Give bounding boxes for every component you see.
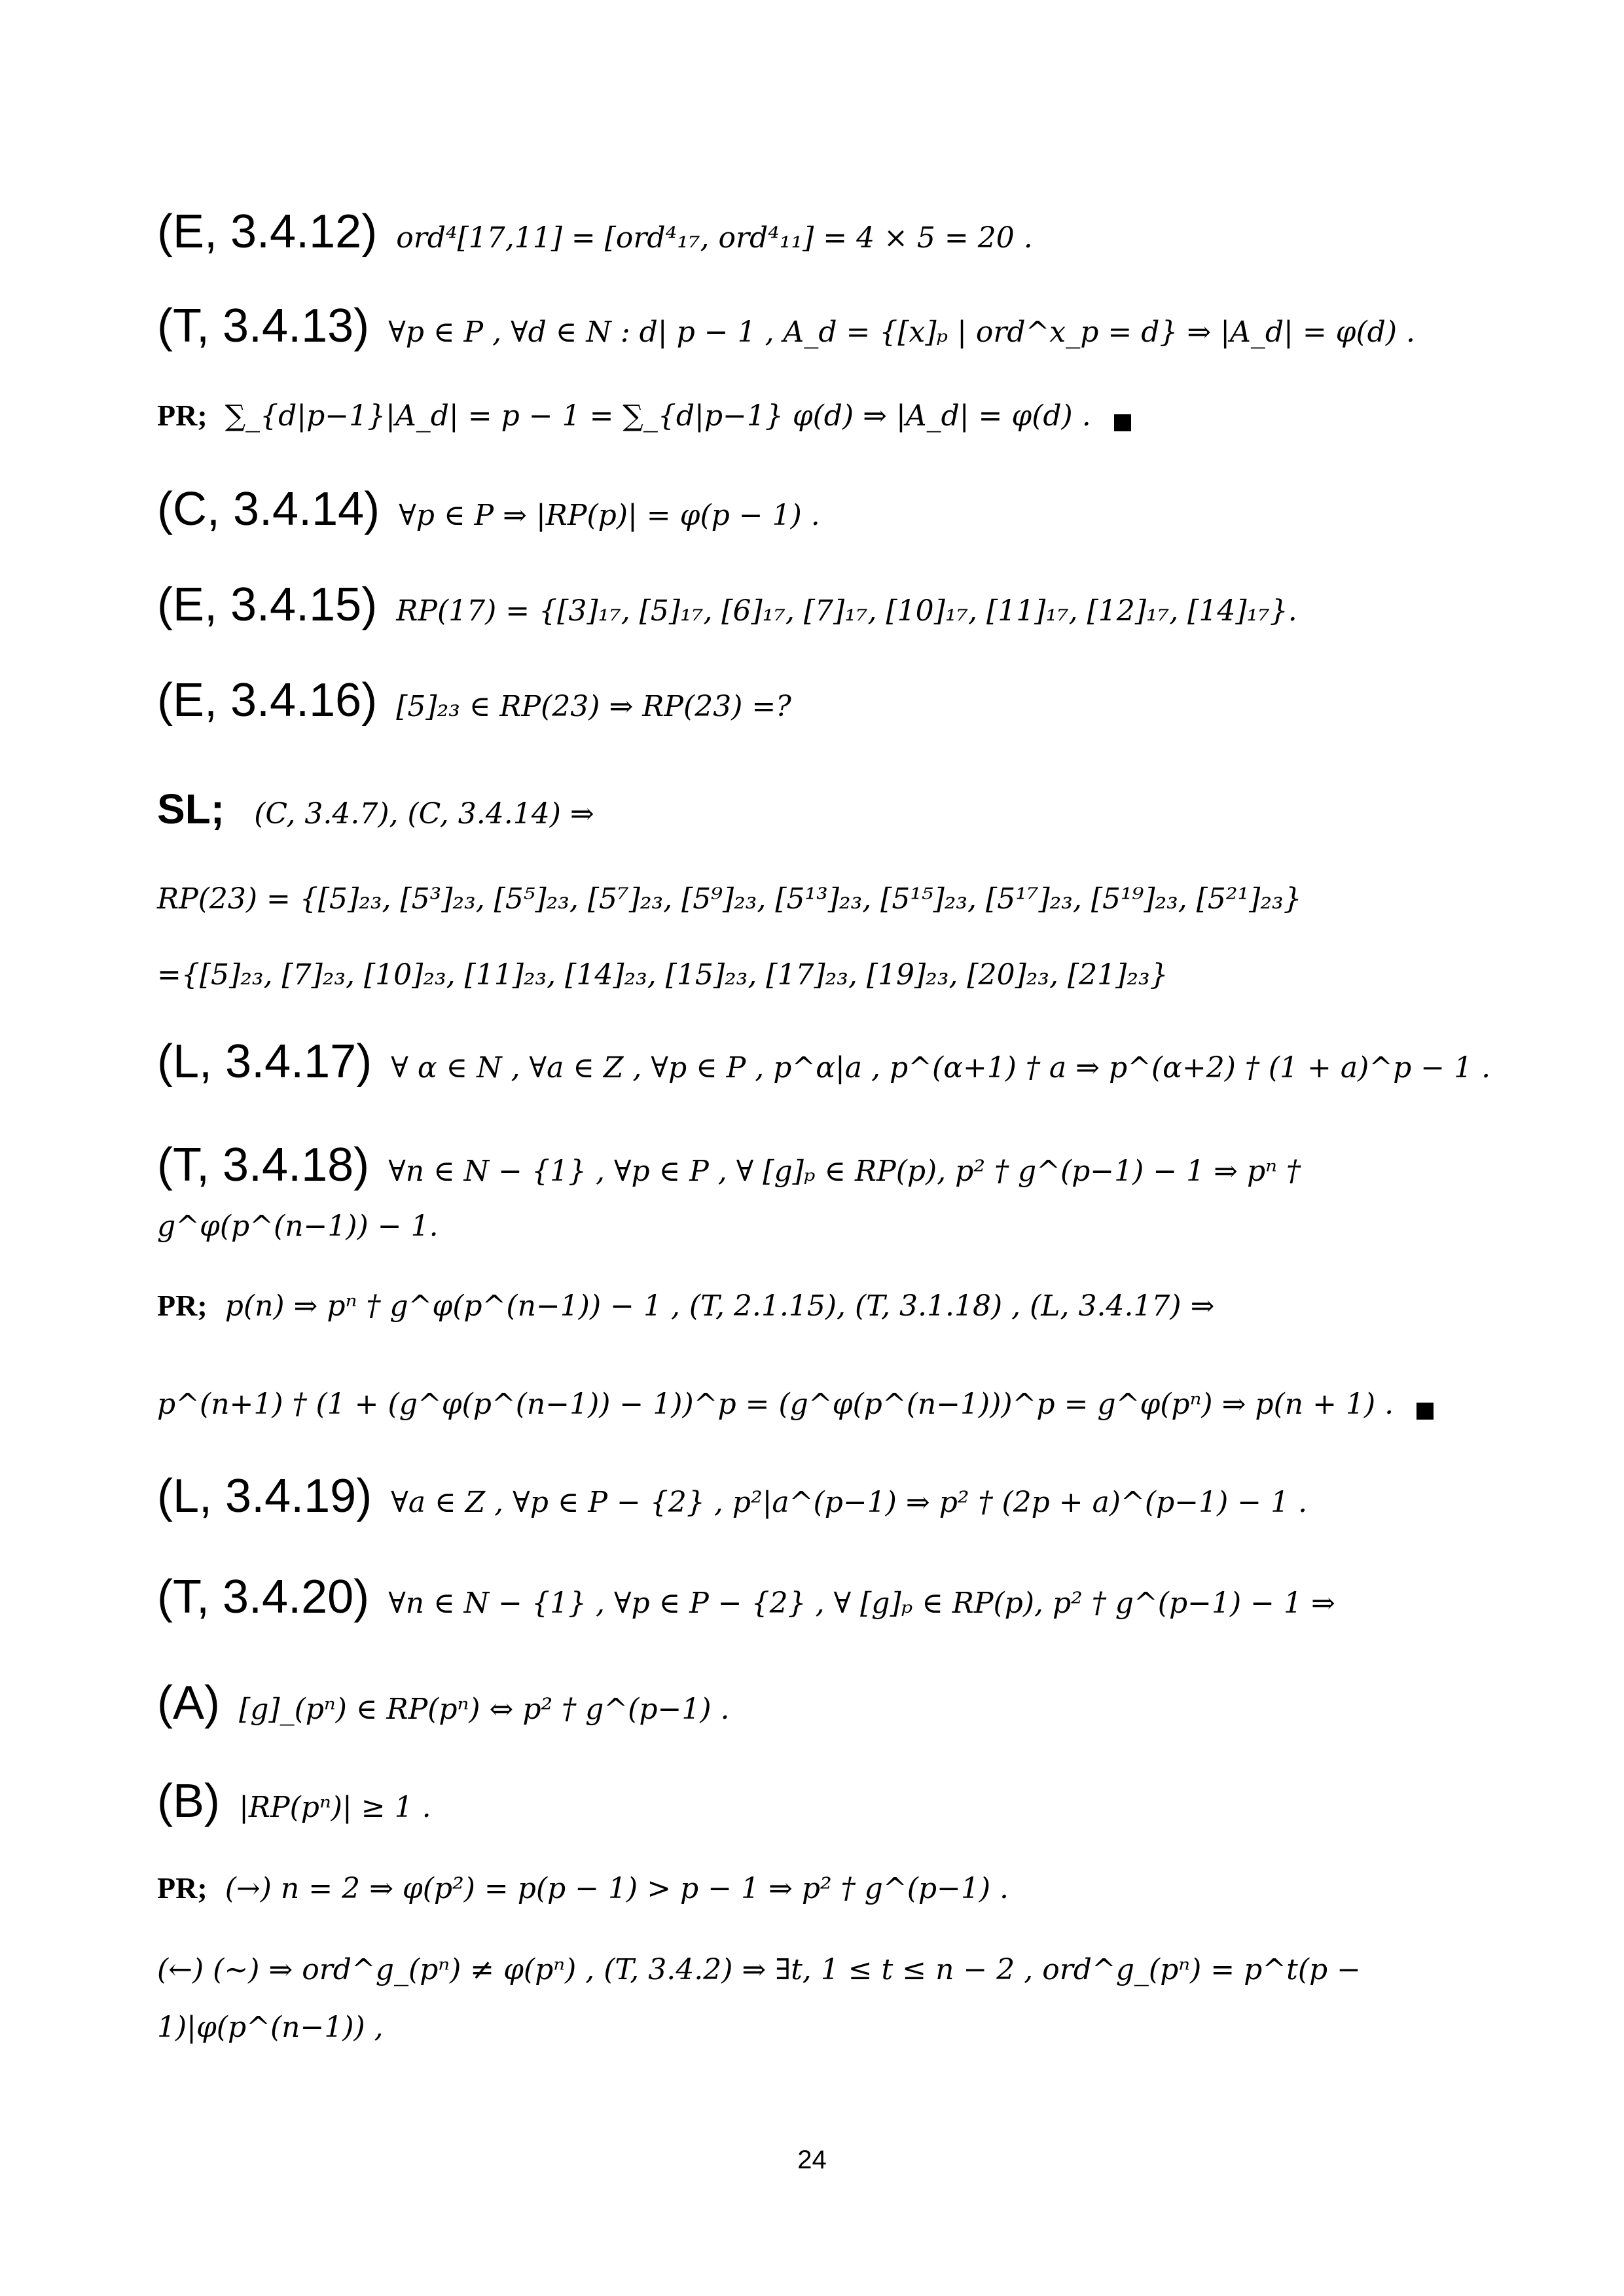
proof-label: PR; — [157, 1289, 208, 1322]
math-text: |RP(pⁿ)| ≥ 1 . — [239, 1791, 431, 1824]
item-label: (A) — [157, 1677, 220, 1729]
proof-label: PR; — [157, 1871, 208, 1905]
proof-3-4-20-forward — [157, 1873, 1506, 1903]
math-text: ∀a ∈ Z , ∀p ∈ P − {2} , p²|a^(p−1) ⇒ p² † (2p + a)^(p−1) − 1 . — [391, 1486, 1308, 1519]
qed-square-icon — [1416, 1403, 1434, 1420]
lemma-3-4-17 — [157, 1035, 1506, 1088]
math-text: [5]₂₃ ∈ RP(23) ⇒ RP(23) =? — [396, 690, 791, 723]
proof-3-4-20-backward-cont — [157, 2013, 1506, 2042]
item-label: (E, 3.4.12) — [157, 206, 378, 258]
item-label: (B) — [157, 1775, 220, 1827]
corollary-3-4-14 — [157, 483, 1506, 535]
item-label: (C, 3.4.14) — [157, 483, 380, 535]
math-text: ∀n ∈ N − {1} , ∀p ∈ P , ∀ [g]ₚ ∈ RP(p), p² † g^(p−1) − 1 ⇒ pⁿ † — [388, 1155, 1301, 1188]
item-label: (E, 3.4.16) — [157, 674, 378, 726]
rp23-values — [157, 958, 1506, 992]
theorem-3-4-18-cont — [157, 1212, 1506, 1241]
math-text: RP(23) = {[5]₂₃, [5³]₂₃, [5⁵]₂₃, [5⁷]₂₃, [5⁹]₂₃, [5¹³]₂₃, [5¹⁵]₂₃, [5¹⁷]₂₃, [5¹⁹]₂₃, [5²¹]₂₃} — [157, 882, 1302, 916]
rp23-powers — [157, 882, 1506, 916]
proof-3-4-20-backward — [157, 1953, 1506, 1986]
math-text: (→) n = 2 ⇒ φ(p²) = p(p − 1) > p − 1 ⇒ p² † g^(p−1) . — [225, 1872, 1009, 1905]
solution-label: SL; — [157, 785, 225, 833]
math-text: 1)|φ(p^(n−1)) , — [157, 2011, 384, 2044]
math-text: ∀p ∈ P ⇒ |RP(p)| = φ(p − 1) . — [399, 499, 820, 532]
math-text: RP(17) = {[3]₁₇, [5]₁₇, [6]₁₇, [7]₁₇, [10]₁₇, [11]₁₇, [12]₁₇, [14]₁₇}. — [396, 594, 1297, 628]
math-text: ord⁴[17,11] = [ord⁴₁₇, ord⁴₁₁] = 4 × 5 = 20 . — [396, 221, 1033, 255]
solution-line — [157, 785, 1506, 833]
lemma-3-4-19 — [157, 1470, 1506, 1522]
item-label: (T, 3.4.20) — [157, 1571, 370, 1623]
math-text: [g]_(pⁿ) ∈ RP(pⁿ) ⇔ p² † g^(p−1) . — [239, 1693, 730, 1726]
math-text: g^φ(p^(n−1)) − 1. — [157, 1210, 439, 1243]
proof-3-4-18-cont — [157, 1390, 1506, 1420]
math-text: (←) (~) ⇒ ord^g_(pⁿ) ≠ φ(pⁿ) , (T, 3.4.2) ⇒ ∃t, 1 ≤ t ≤ n − 2 , ord^g_(pⁿ) = p^t(p − — [157, 1953, 1361, 1986]
math-text: ={[5]₂₃, [7]₂₃, [10]₂₃, [11]₂₃, [14]₂₃, [15]₂₃, [17]₂₃, [19]₂₃, [20]₂₃, [21]₂₃} — [157, 958, 1168, 992]
theorem-3-4-20 — [157, 1573, 1506, 1621]
example-3-4-16 — [157, 674, 1506, 726]
math-text: (C, 3.4.7), (C, 3.4.14) ⇒ — [254, 797, 594, 831]
proof-3-4-13 — [157, 401, 1506, 431]
part-b — [157, 1775, 1506, 1827]
example-3-4-15 — [157, 579, 1506, 631]
math-text: p(n) ⇒ pⁿ † g^φ(p^(n−1)) − 1 , (T, 2.1.15), (T, 3.1.18) , (L, 3.4.17) ⇒ — [225, 1289, 1215, 1323]
page-number: 24 — [797, 2145, 827, 2174]
math-text: ∀n ∈ N − {1} , ∀p ∈ P − {2} , ∀ [g]ₚ ∈ RP(p), p² † g^(p−1) − 1 ⇒ — [388, 1587, 1335, 1620]
item-label: (E, 3.4.15) — [157, 579, 378, 631]
item-label: (T, 3.4.13) — [157, 300, 370, 352]
math-text: p^(n+1) † (1 + (g^φ(p^(n−1)) − 1))^p = (g^φ(p^(n−1)))^p = g^φ(pⁿ) ⇒ p(n + 1) . — [157, 1388, 1394, 1421]
item-label: (T, 3.4.18) — [157, 1139, 370, 1191]
math-text: ∀p ∈ P , ∀d ∈ N : d| p − 1 , A_d = {[x]ₚ | ord^x_p = d} ⇒ |A_d| = φ(d) . — [388, 315, 1415, 349]
example-3-4-12 — [157, 206, 1506, 258]
math-text: ∑_{d|p−1}|A_d| = p − 1 = ∑_{d|p−1} φ(d) ⇒ |A_d| = φ(d) . — [225, 399, 1091, 433]
theorem-3-4-18 — [157, 1141, 1506, 1189]
item-label: (L, 3.4.19) — [157, 1470, 372, 1522]
math-text: ∀ α ∈ N , ∀a ∈ Z , ∀p ∈ P , p^α|a , p^(α+1) † a ⇒ p^(α+2) † (1 + a)^p − 1 . — [391, 1051, 1491, 1085]
qed-square-icon — [1114, 414, 1131, 431]
proof-label: PR; — [157, 399, 208, 432]
item-label: (L, 3.4.17) — [157, 1035, 372, 1088]
part-a — [157, 1679, 1506, 1727]
theorem-3-4-13 — [157, 302, 1506, 350]
proof-3-4-18 — [157, 1291, 1506, 1321]
